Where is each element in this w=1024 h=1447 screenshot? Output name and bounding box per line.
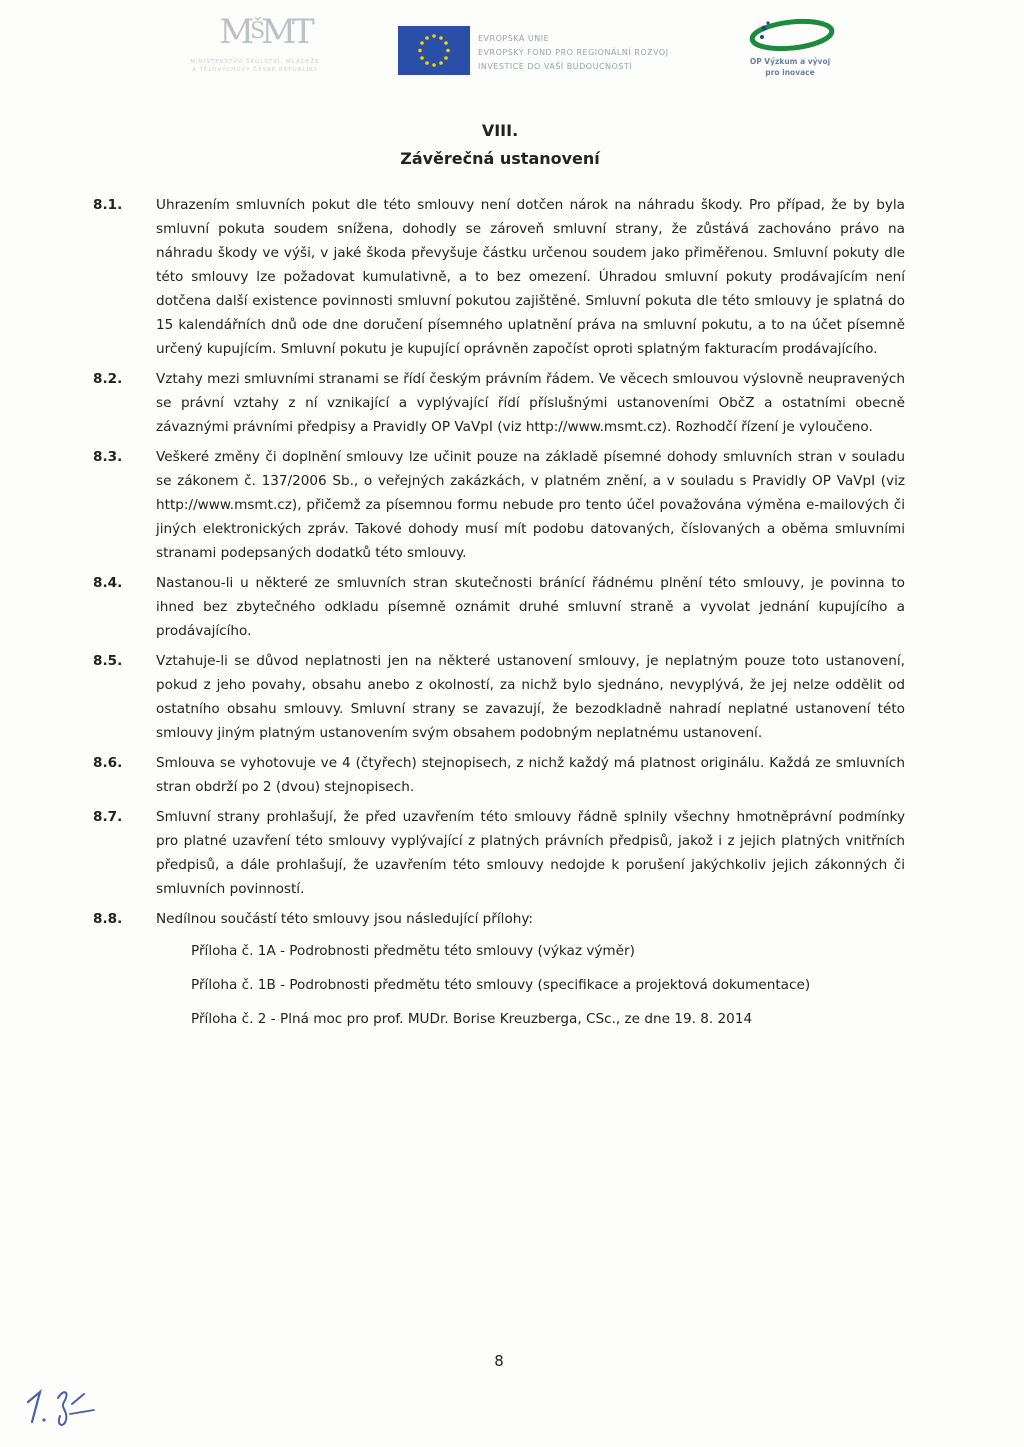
attachment-item: Příloha č. 1A - Podrobnosti předmětu této smlouvy (výkaz výměr) (191, 943, 635, 959)
eu-logo-text: EVROPSKÁ UNIE EVROPSKÝ FOND PRO REGIONÁLNÍ ROZVOJ INVESTICE DO VAŠÍ BUDOUCNOSTI (478, 34, 669, 71)
chapter-number: VIII. (481, 121, 519, 140)
section-number: 8.6. (93, 755, 123, 771)
section-number: 8.8. (93, 911, 123, 927)
page-number: 8 (494, 1352, 504, 1370)
section-8-5 (93, 649, 905, 745)
op-swoosh-icon (740, 15, 840, 57)
op-vavpi-logo (740, 15, 840, 95)
section-text: Veškeré změny či doplnění smlouvy lze učinit pouze na základě písemné dohody smluvních stran v souladu se zákonem č. 137/2006 Sb., o veřejných zakázkách, v platném znění, a v souladu s Pravidly OP VaVpI (viz http://www.msmt.cz), přičemž za písemnou formu nebude pro tento účel považována výměna e-mailových či jiných elektronických zpráv. Takové dohody musí mít podobu datovaných, číslovaných a oběma smluvními stranami podepsaných dodatků této smlouvy. (156, 449, 905, 561)
section-8-2 (93, 367, 905, 439)
section-text: Vztahy mezi smluvními stranami se řídí českým právním řádem. Ve věcech smlouvou výslovně neupravených se právní vztahy z ní vznikající a vyplývající řídí příslušnými ustanoveními ObčZ a ostatními obecně závaznými právními předpisy a Pravidly OP VaVpI (viz http://www.msmt.cz). Rozhodčí řízení je vyloučeno. (156, 371, 905, 435)
section-8-6 (93, 751, 905, 799)
section-8-7 (93, 805, 905, 901)
section-number: 8.2. (93, 371, 123, 387)
section-number: 8.3. (93, 449, 123, 465)
section-number: 8.4. (93, 575, 123, 591)
section-8-4 (93, 571, 905, 643)
section-text: Smluvní strany prohlašují, že před uzavřením této smlouvy řádně splnily všechny hmotněprávní podmínky pro platné uzavření této smlouvy vyplývající z platných právních předpisů, jakož i z jejich platných vnitřních předpisů, a dále prohlašují, že uzavřením této smlouvy nedojde k porušení jakýchkoliv jejich zákonných či smluvních povinností. (156, 809, 905, 897)
eu-logo (398, 26, 678, 76)
section-8-1 (93, 193, 905, 361)
op-logo-text: OP Výzkum a vývoj pro inovace (749, 57, 831, 77)
section-number: 8.1. (93, 197, 123, 213)
section-text: Nastanou-li u některé ze smluvních stran skutečnosti bránící řádnému plnění této smlouvy, je povinna to ihned bez zbytečného odkladu písemně oznámit druhé smluvní straně a vyvolat jednání kupujícího a prodávajícího. (156, 575, 905, 639)
attachment-item: Příloha č. 2 - Plná moc pro prof. MUDr. Borise Kreuzberga, CSc., ze dne 19. 8. 2014 (191, 1011, 753, 1027)
section-text: Vztahuje-li se důvod neplatnosti jen na některé ustanovení smlouvy, je neplatným pouze toto ustanovení, pokud z jeho povahy, obsahu anebo z okolností, za nichž bylo sjednáno, nevyplývá, že jej nelze oddělit od ostatního obsahu smlouvy. Smluvní strany se zavazují, že bezodkladně nahradí neplatné ustanovení této smlouvy jiným platným ustanovením svým obsahem podobným neplatnému ustanovení. (156, 653, 905, 741)
handwritten-initials (20, 1370, 130, 1434)
sections-list (93, 193, 905, 1031)
section-text: Smlouva se vyhotovuje ve 4 (čtyřech) stejnopisech, z nichž každý má platnost originálu. Každá ze smluvních stran obdrží po 2 (dvou) stejnopisech. (156, 755, 905, 795)
msmt-monogram-icon: $M^ŠMT$ (219, 12, 311, 52)
section-text: Nedílnou součástí této smlouvy jsou následující přílohy: (156, 911, 534, 927)
eu-flag-icon (398, 26, 470, 75)
msmt-logo (185, 14, 325, 94)
section-8-3 (93, 445, 905, 565)
attachment-item: Příloha č. 1B - Podrobnosti předmětu této smlouvy (specifikace a projektová dokumentace) (191, 977, 811, 993)
section-number: 8.5. (93, 653, 123, 669)
page-header (0, 0, 1024, 110)
section-text: Uhrazením smluvních pokut dle této smlouvy není dotčen nárok na náhradu škody. Pro případ, že by byla smluvní pokuta soudem snížena, dohodly se zároveň smluvní strany, že zůstává zachováno právo na náhradu škody ve výši, v jaké škoda převyšuje částku určenou soudem jako přiměřenou. Smluvní pokuty dle této smlouvy lze požadovat kumulativně, a to bez omezení. Úhradou smluvní pokuty prodávajícím není dotčena další existence povinnosti smluvní pokutou zajištěné. Smluvní pokuta dle této smlouvy je splatná do 15 kalendářních dnů ode dne doručení písemného uplatnění práva na smluvní pokutu, a to na účet písemně určený kupujícím. Smluvní pokutu je kupující oprávněn započíst oproti splatným fakturacím prodávajícího. (156, 197, 905, 357)
chapter-title (0, 117, 1000, 173)
msmt-logo-text: MINISTERSTVO ŠKOLSTVÍ, MLÁDEŽE A TĚLOVÝCHOVY ČESKÉ REPUBLIKY (190, 59, 320, 73)
chapter-heading: Závěrečná ustanovení (400, 149, 600, 168)
section-number: 8.7. (93, 809, 123, 825)
section-8-8 (93, 907, 905, 931)
